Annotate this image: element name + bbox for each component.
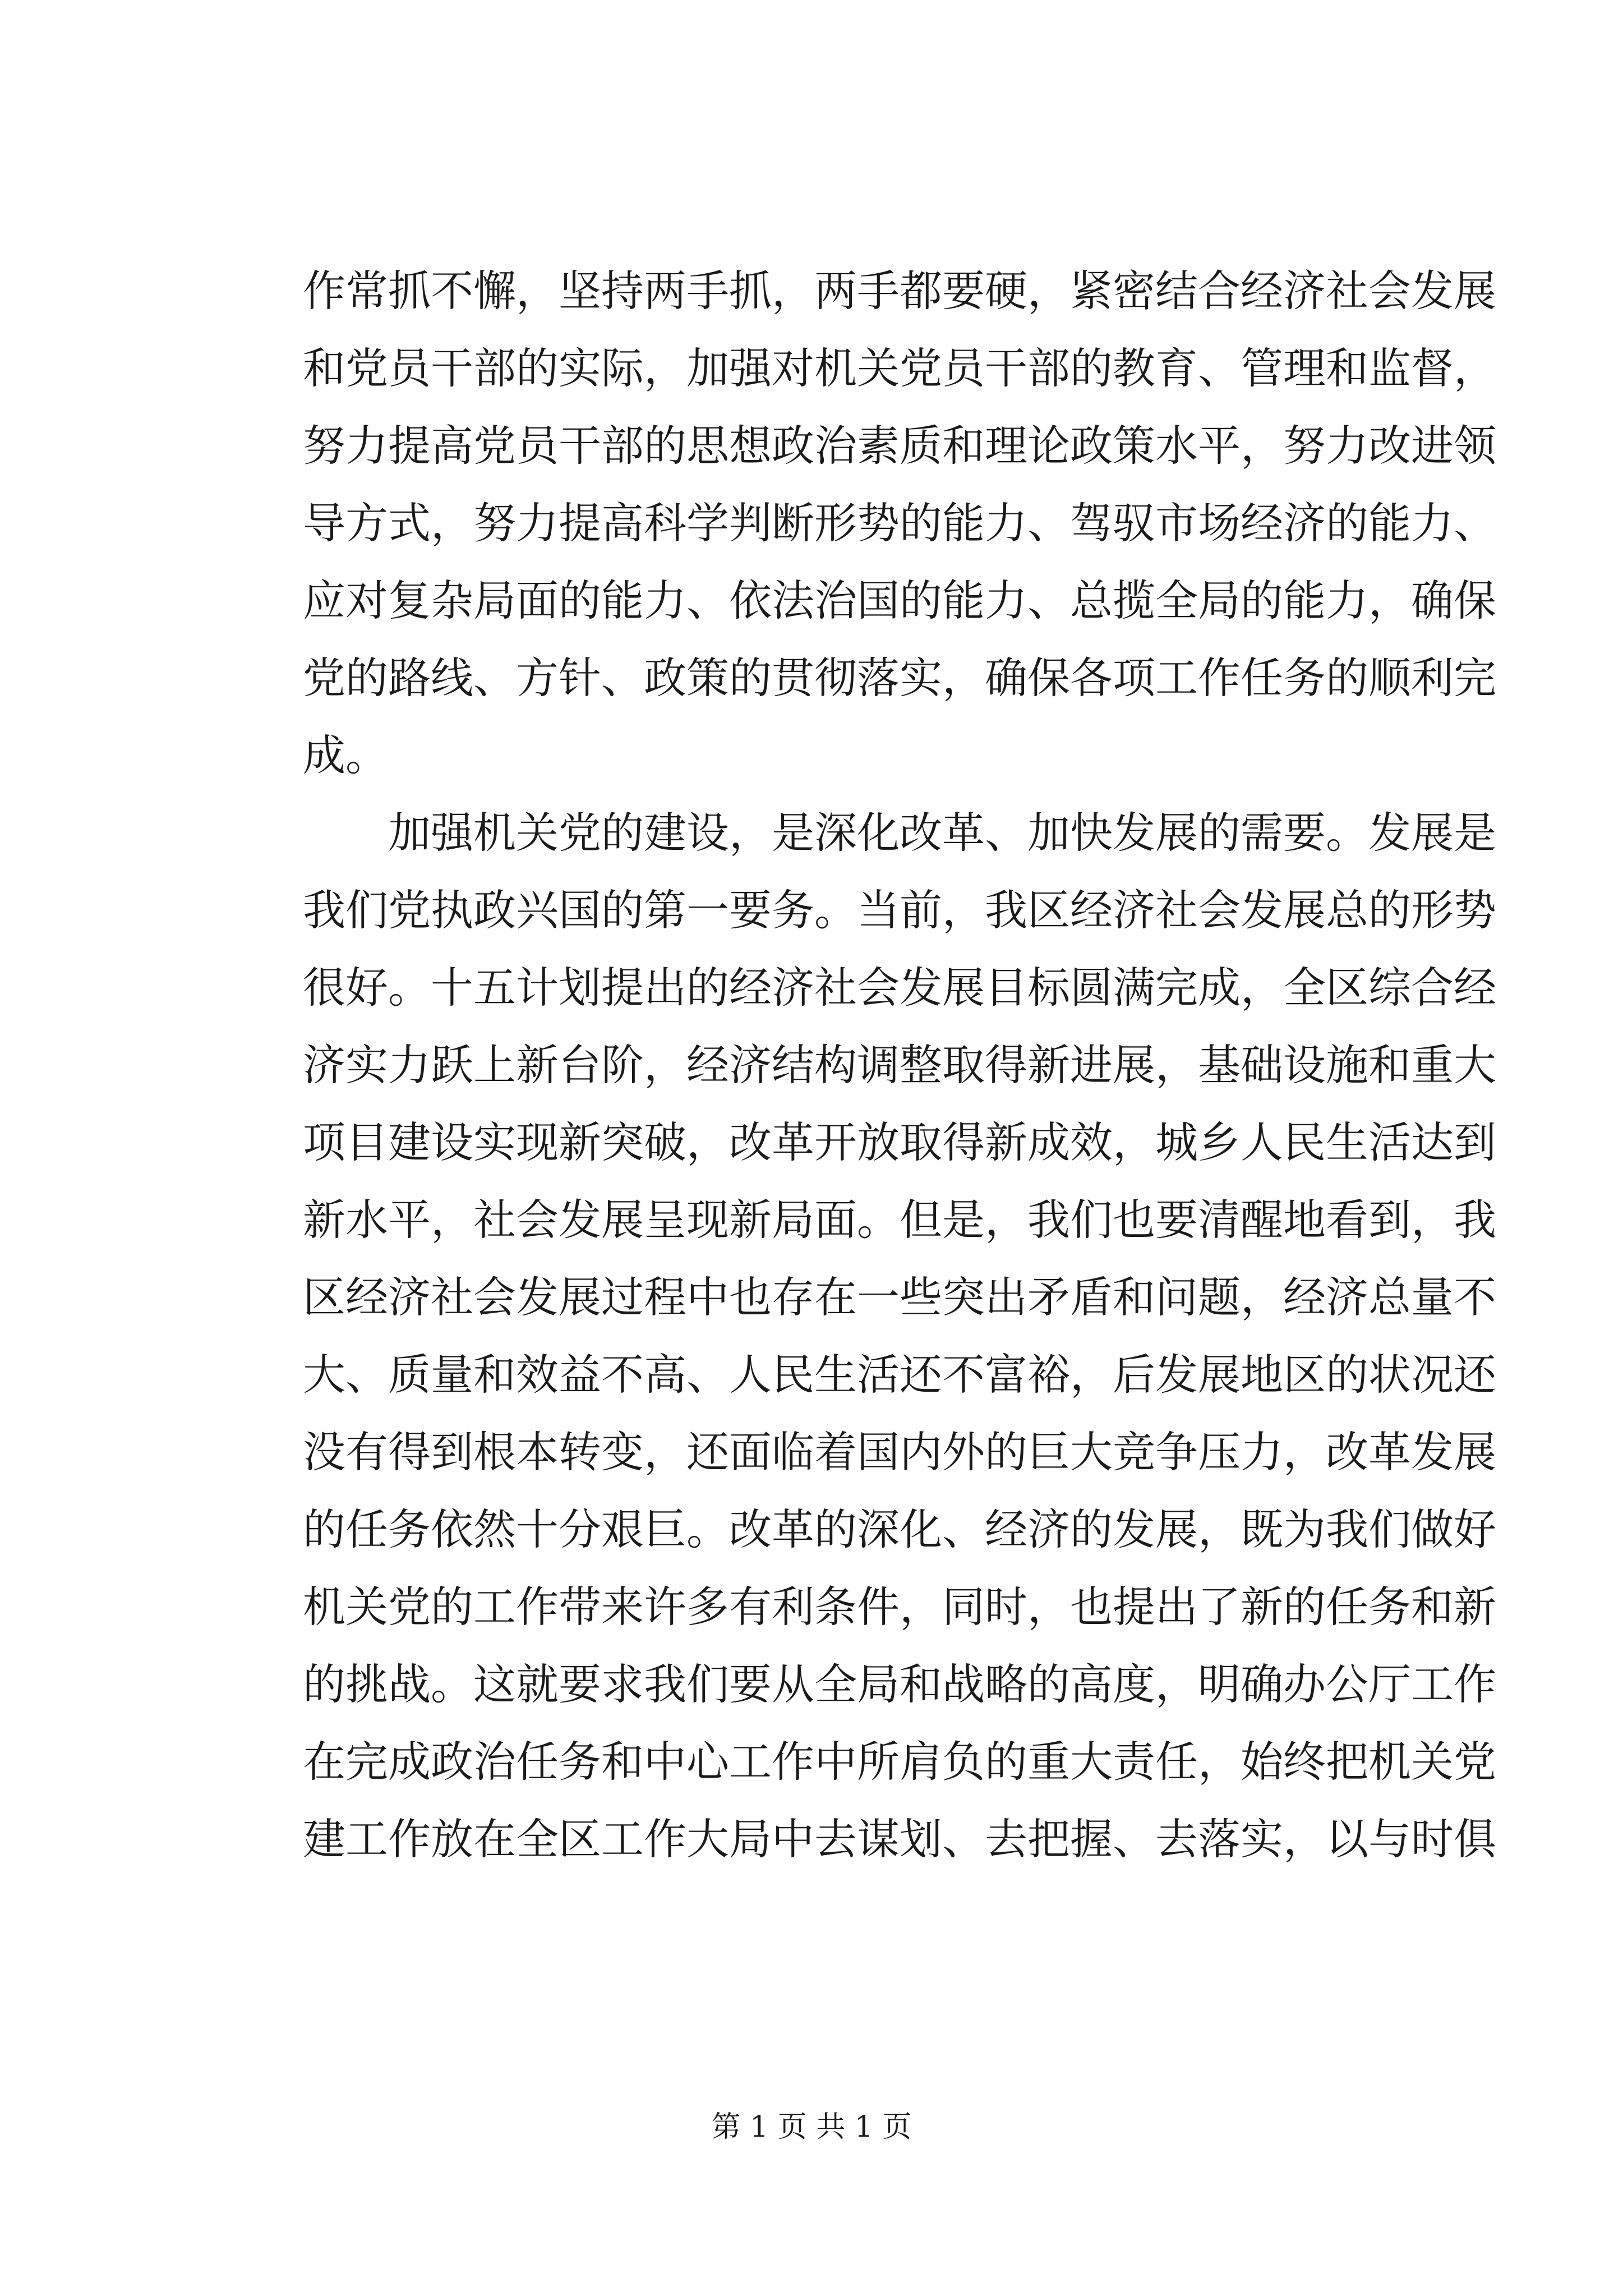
page-footer: 第 1 页 共 1 页 <box>711 2110 912 2144</box>
text-line: 加强机关党的建设，是深化改革、加快发展的需要。发展是 <box>303 808 1496 858</box>
text-line: 机关党的工作带来许多有利条件，同时，也提出了新的任务和新 <box>303 1582 1496 1632</box>
text-line: 导方式，努力提高科学判断形势的能力、驾驭市场经济的能力、 <box>303 498 1496 548</box>
text-line: 建工作放在全区工作大局中去谋划、去把握、去落实，以与时俱 <box>303 1814 1496 1864</box>
text-line: 项目建设实现新突破，改革开放取得新成效，城乡人民生活达到 <box>303 1117 1496 1167</box>
text-line: 努力提高党员干部的思想政治素质和理论政策水平，努力改进领 <box>303 421 1496 471</box>
text-line: 新水平，社会发展呈现新局面。但是，我们也要清醒地看到，我 <box>303 1195 1496 1245</box>
text-line: 和党员干部的实际，加强对机关党员干部的教育、管理和监督， <box>303 343 1496 393</box>
text-line: 应对复杂局面的能力、依法治国的能力、总揽全局的能力，确保 <box>303 576 1496 625</box>
text-line: 很好。十五计划提出的经济社会发展目标圆满完成，全区综合经 <box>303 963 1496 1013</box>
text-line: 在完成政治任务和中心工作中所肩负的重大责任，始终把机关党 <box>303 1737 1496 1787</box>
text-line: 党的路线、方针、政策的贯彻落实，确保各项工作任务的顺利完 <box>303 653 1496 703</box>
text-line: 区经济社会发展过程中也存在一些突出矛盾和问题，经济总量不 <box>303 1272 1496 1322</box>
text-line: 作常抓不懈，坚持两手抓，两手都要硬，紧密结合经济社会发展 <box>303 266 1496 316</box>
text-line: 成。 <box>303 730 388 780</box>
text-line: 大、质量和效益不高、人民生活还不富裕，后发展地区的状况还 <box>303 1350 1496 1400</box>
document-body <box>303 252 1496 1878</box>
text-line: 的挑战。这就要求我们要从全局和战略的高度，明确办公厅工作 <box>303 1659 1496 1709</box>
text-line: 的任务依然十分艰巨。改革的深化、经济的发展，既为我们做好 <box>303 1504 1496 1554</box>
text-line: 济实力跃上新台阶，经济结构调整取得新进展，基础设施和重大 <box>303 1040 1496 1090</box>
text-line: 我们党执政兴国的第一要务。当前，我区经济社会发展总的形势 <box>303 885 1496 935</box>
text-line: 没有得到根本转变，还面临着国内外的巨大竞争压力，改革发展 <box>303 1427 1496 1477</box>
